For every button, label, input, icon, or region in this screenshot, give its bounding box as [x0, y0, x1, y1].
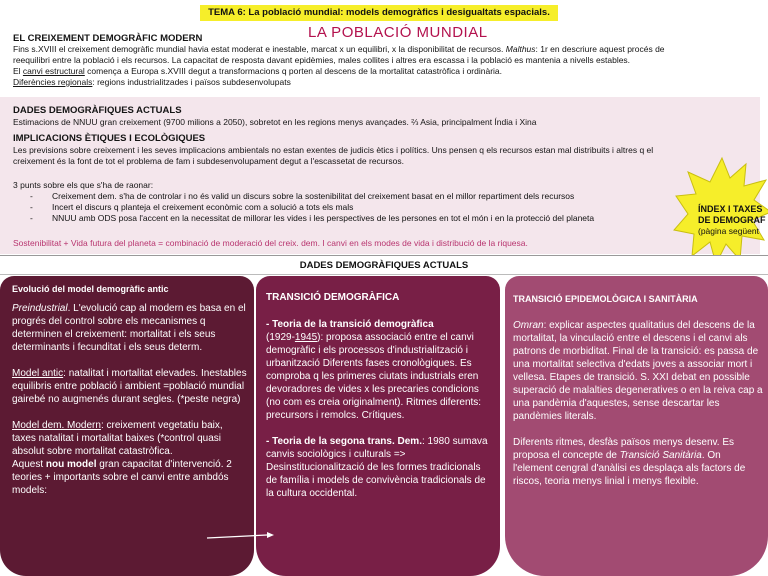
creixement-text: Fins s.XVIII el creixement demogràfic mundial havia estat moderat e inestable, marcat x un equilibri, x la disponibilitat de recursos. Malthus: 1r en descriure aquest procés de reequilibri entre la població i els recursos. La capacitat de resposta davant epidèmies, males collites i altres era escassa i la població es mantenia a nivells estables. El canvi estructural comença a Europa s.XVIII degut a transformacions q porten al descens de la mortalitat catastròfica i ordinària. Diferències regionals: regions industrialitzades i països subdesenvolupats: [13, 44, 665, 87]
implicacions-bullet-list: [30, 191, 594, 224]
section-title-dades: DADES DEMOGRÀFIQUES ACTUALS: [13, 105, 182, 116]
implicacions-text: Les previsions sobre creixement i les seves implicacions ambientals no estan exentes de judicis ètics i polítics. Uns pensen q els recursos estan mal distribuits i altres q el creixement és la font de tot el problema de fam i subdesenvolupament degut a l'escassetat de recursos.: [13, 145, 654, 166]
panel-body: Preindustrial. L'evolució cap al modern es basa en el progrés del control sobre els mecanismes q determinen el creixement: mortalitat i els seus determinants i fecunditat i els seus determ. Model antic: natalitat i mortalitat elevades. Inestables equilibris entre població i ambient =població mundial gairebé no augmenés durant segles. (*peste negra) Model dem. Modern: creixement vegetatiu baix, taxes natalitat i mortalitat baixes (*control quasi absolut sobre mortalitat catastròfica. Aquest nou model gran capacitat d'intervenció. 2 teories + importants sobre el canvi entre ambdós models:: [12, 303, 247, 496]
panel-title: Evolució del model demogràfic antic: [12, 284, 169, 294]
panel-body: - Teoria de la transició demogràfica (1929-1945): proposa associació entre el canvi demogràfic i els processos d'industrialització i urbanització Diferents fases cronològiques. Es comproba q les primeres ciutats industrials eren devoradores de vides x les precaries condicions (no com es creia originalment). Ritmes diferents: precursors i remolcs. Crítiques. - Teoria de la segona trans. Dem.: 1980 sumava canvis sociològics i culturals => Desinstitucionalització de les formes tradicionals de família i models de convivència tradicionals de la cultura occidental.: [266, 319, 488, 499]
page-title: LA POBLACIÓ MUNDIAL: [308, 24, 488, 41]
panel-transicio-epidemologica: [505, 276, 768, 576]
panel-title: TRANSICIÓ DEMOGRÀFICA: [266, 292, 400, 303]
index-taxes-callout: ÍNDEX I TAXES DE DEMOGRAF (pàgina següent: [698, 204, 766, 236]
panel-transicio-demografica: [256, 276, 500, 576]
topic-title-bar: TEMA 6: La població mundial: models demogràfics i desigualtats espacials.: [200, 5, 558, 21]
panel-title: TRANSICIÓ EPIDEMOLÒGICA I SANITÀRIA: [513, 294, 698, 304]
dades-text: Estimacions de NNUU gran creixement (9700 milions a 2050), sobretot en les regions menys avançades. ⅔ Asia, principalment Índia i Xina: [13, 117, 537, 127]
panel-body: Omran: explicar aspectes qualitatius del descens de la mortalitat, la vinculació entre el descens i el canvi als patrons de morbiditat. Final de la transició: es passa de una mortalitat selectiva d'edats joves a associar mort i vellesa. Etapes de transició. S. XXI debat en possible superació de malalties degeneratives o en la reiva cap a una pandèmia d'aquestes, sense descartar les pandèmies literals. Diferents ritmes, desfàs països menys desenv. Es proposa el concepte de Transició Sanitària. On l'element cengral d'anàlisi es desplaça als factors de riscos, teoria menys linial i menys flexible.: [513, 320, 763, 487]
section-title-implicacions: IMPLICACIONS ÈTIQUES I ECOLÒGIQUES: [13, 133, 206, 144]
sustainability-summary: Sostenibilitat + Vida futura del planeta = combinació de moderació del creix. dem. I canvi en els modes de vida i distribució de la riquesa.: [13, 238, 528, 248]
list-item: - Incert el discurs q planteja el creixement econòmic com a solució a tots els mals: [30, 202, 594, 213]
section-title-creixement: EL CREIXEMENT DEMOGRÀFIC MODERN: [13, 33, 203, 44]
list-item: - Creixement dem. s'ha de controlar i no és valid un discurs sobre la sostenibilitat del creixement basat en el millor repartiment dels recursos: [30, 191, 594, 202]
section-bar: DADES DEMOGRÀFIQUES ACTUALS: [0, 255, 768, 275]
arrow-right-icon: [205, 531, 275, 543]
list-item: - NNUU amb ODS posa l'accent en la necessitat de millorar les vides i les perspectives de les persones en tot el món i en la protecció del planeta: [30, 213, 594, 224]
implicacions-intro: 3 punts sobre els que s'ha de raonar:: [13, 180, 154, 190]
